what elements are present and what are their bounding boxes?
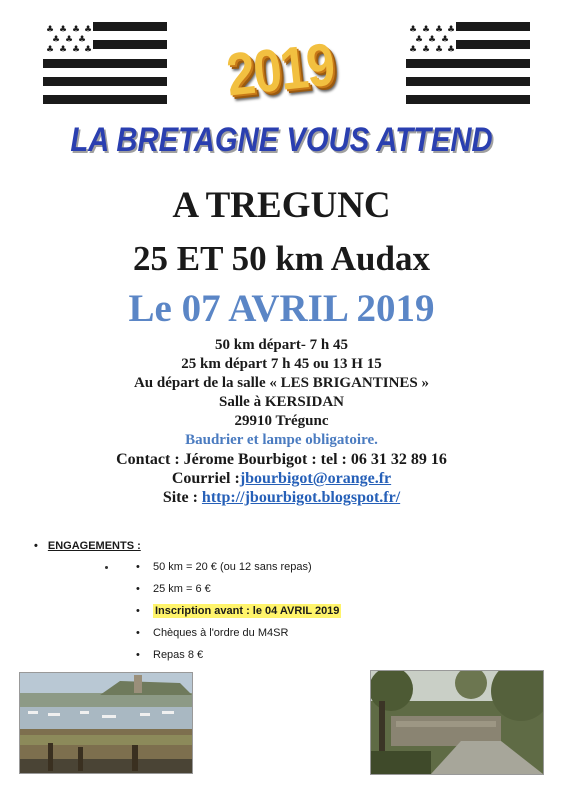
engagements-title: ENGAGEMENTS :	[47, 540, 141, 552]
email-link[interactable]: jbourbigot@orange.fr	[239, 470, 392, 487]
event-date: Le 07 AVRIL 2019	[128, 287, 435, 330]
list-item	[136, 559, 341, 581]
site-line	[0, 488, 563, 507]
town-title: A TREGUNC	[172, 185, 391, 226]
list-item	[136, 603, 341, 625]
registration-deadline: Inscription avant : le 04 AVRIL 2019	[155, 605, 340, 617]
engagements-list	[136, 559, 341, 669]
svg-text:♣: ♣	[84, 25, 93, 35]
bullet-icon: •	[136, 561, 140, 573]
svg-text:♣: ♣	[428, 35, 437, 45]
stray-dot	[105, 566, 108, 569]
svg-text:♣: ♣	[415, 35, 424, 45]
site-link[interactable]: http://jbourbigot.blogspot.fr/	[201, 489, 401, 506]
svg-text:♣: ♣	[447, 45, 456, 55]
email-label: Courriel :	[171, 470, 240, 487]
engagements-heading	[34, 540, 141, 552]
cheque-note: Chèques à l'ordre du M4SR	[153, 627, 289, 639]
info-line-50km: 50 km départ- 7 h 45	[215, 337, 348, 353]
list-item	[136, 581, 341, 603]
svg-text:♣: ♣	[52, 35, 61, 45]
harbour-photo	[19, 672, 193, 774]
distances-title: 25 ET 50 km Audax	[133, 239, 430, 278]
svg-text:♣: ♣	[435, 45, 444, 55]
svg-text:♣: ♣	[65, 35, 74, 45]
list-item	[136, 647, 341, 669]
svg-text:♣: ♣	[78, 35, 87, 45]
bullet-icon: •	[136, 627, 140, 639]
meal-price: Repas 8 €	[153, 649, 204, 661]
svg-text:♣: ♣	[46, 45, 55, 55]
slogan-title: LA BRETAGNE VOUS ATTEND	[70, 121, 493, 159]
bullet-icon: •	[136, 583, 140, 595]
svg-text:♣: ♣	[409, 45, 418, 55]
info-line-venue: Au départ de la salle « LES BRIGANTINES »	[133, 375, 430, 391]
svg-text:♣: ♣	[59, 25, 68, 35]
svg-text:♣: ♣	[447, 25, 456, 35]
svg-text:♣: ♣	[422, 45, 431, 55]
svg-text:♣: ♣	[46, 25, 55, 35]
svg-text:♣: ♣	[435, 25, 444, 35]
contact-line: Contact : Jérome Bourbigot : tel : 06 31 32 89 16	[116, 451, 447, 468]
event-info-block	[0, 336, 563, 507]
price-25km: 25 km = 6 €	[153, 583, 211, 595]
bullet-icon: •	[136, 649, 140, 661]
equipment-note: Baudrier et lampe obligatoire.	[185, 432, 378, 448]
price-50km: 50 km = 20 € (ou 12 sans repas)	[153, 561, 312, 573]
breton-flag-right-icon	[406, 22, 530, 104]
info-line-hall: Salle à KERSIDAN	[218, 394, 345, 410]
svg-text:♣: ♣	[409, 25, 418, 35]
svg-text:♣: ♣	[441, 35, 450, 45]
year-title: 2019	[223, 30, 337, 109]
svg-text:♣: ♣	[72, 25, 81, 35]
svg-text:♣: ♣	[422, 25, 431, 35]
list-item	[136, 625, 341, 647]
email-line	[0, 469, 563, 488]
svg-text:♣: ♣	[72, 45, 81, 55]
svg-text:♣: ♣	[59, 45, 68, 55]
info-line-25km: 25 km départ 7 h 45 ou 13 H 15	[181, 356, 382, 372]
garden-path-photo	[370, 670, 544, 775]
bullet-icon: •	[136, 605, 140, 617]
site-label: Site :	[162, 489, 202, 506]
info-line-postcode: 29910 Trégunc	[234, 413, 329, 429]
svg-text:♣: ♣	[84, 45, 93, 55]
bullet-icon: •	[34, 540, 38, 552]
breton-flag-left-icon	[43, 22, 167, 104]
